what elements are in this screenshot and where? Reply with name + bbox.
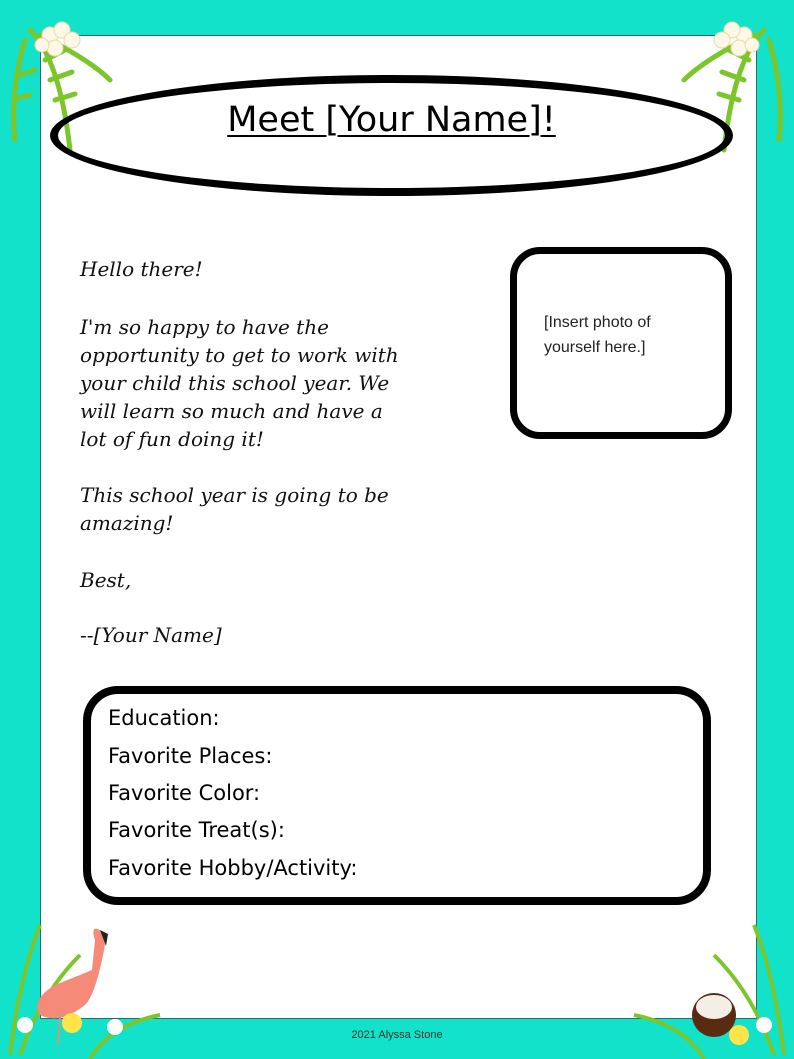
info-favorite-treats: Favorite Treat(s): — [108, 818, 285, 842]
info-education: Education: — [108, 706, 220, 730]
letter-line: your child this school year. We — [80, 371, 390, 395]
letter-greeting: Hello there! — [80, 257, 203, 281]
page-title: Meet [Your Name]! — [227, 100, 556, 140]
photo-placeholder-line: yourself here.] — [544, 339, 646, 356]
letter-line: This school year is going to be — [80, 483, 389, 507]
letter-line: opportunity to get to work with — [80, 343, 399, 367]
letter-line: will learn so much and have a — [80, 399, 383, 423]
letter-paragraph-2 — [80, 481, 389, 537]
letter-signature: --[Your Name] — [80, 623, 222, 647]
photo-placeholder-text — [544, 310, 651, 360]
letter-line: lot of fun doing it! — [80, 427, 264, 451]
info-favorite-color: Favorite Color: — [108, 781, 261, 805]
letter-line: I'm so happy to have the — [80, 315, 329, 339]
letter-paragraph-1 — [80, 313, 399, 453]
letter-line: amazing! — [80, 511, 174, 535]
footer-credit: 2021 Alyssa Stone — [351, 1029, 443, 1041]
letter-closing: Best, — [80, 568, 132, 592]
info-favorite-places: Favorite Places: — [108, 744, 273, 768]
info-favorite-hobby: Favorite Hobby/Activity: — [108, 856, 358, 880]
photo-placeholder-line: [Insert photo of — [544, 314, 651, 331]
